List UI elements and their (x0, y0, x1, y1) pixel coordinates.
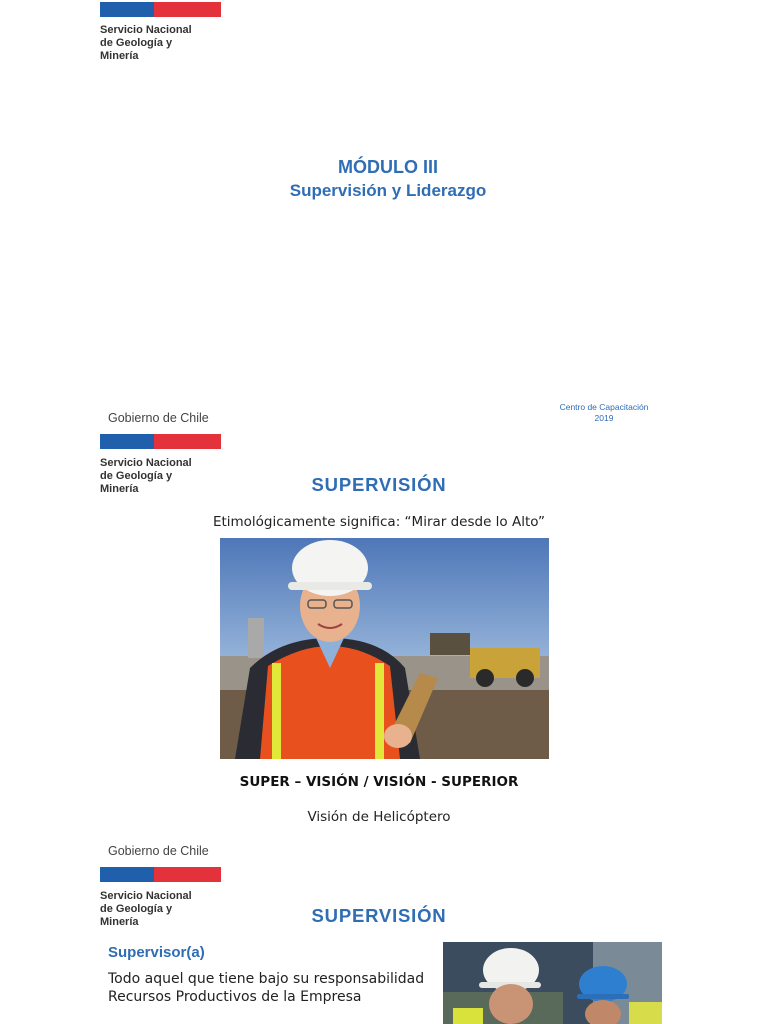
chile-flag-bar-1 (100, 2, 221, 17)
etymology-text: Etimológicamente significa: “Mirar desde lo Alto” (212, 514, 546, 530)
chile-flag-bar-3 (100, 867, 221, 882)
supervisor-definition: Todo aquel que tiene bajo su responsabilidad Recursos Productivos de la Empresa (108, 971, 425, 1005)
gobierno-label-2: Gobierno de Chile (108, 411, 209, 425)
sernageomin-logo-2: Servicio Nacional de Geología y Minería (100, 457, 192, 495)
gobierno-label-3: Gobierno de Chile (108, 844, 209, 858)
workers-photo-icon (443, 942, 662, 1024)
chile-flag-bar-2 (100, 434, 221, 449)
module-subtitle: Supervisión y Liderazgo (289, 181, 487, 200)
slide3-title: SUPERVISIÓN (311, 905, 447, 926)
super-vision-caption: SUPER – VISIÓN / VISIÓN - SUPERIOR (239, 774, 519, 790)
centro-capacitacion: Centro de Capacitación 2019 (559, 402, 649, 423)
slide2-title: SUPERVISIÓN (311, 474, 447, 495)
module-title: MÓDULO III (338, 157, 438, 177)
sernageomin-logo-1: Servicio Nacional de Geología y Minería (100, 24, 192, 62)
supervisor-heading: Supervisor(a) (108, 944, 205, 961)
supervisor-photo-icon (220, 538, 549, 759)
helicopter-vision-text: Visión de Helicóptero (307, 809, 451, 825)
sernageomin-logo-3: Servicio Nacional de Geología y Minería (100, 890, 192, 928)
